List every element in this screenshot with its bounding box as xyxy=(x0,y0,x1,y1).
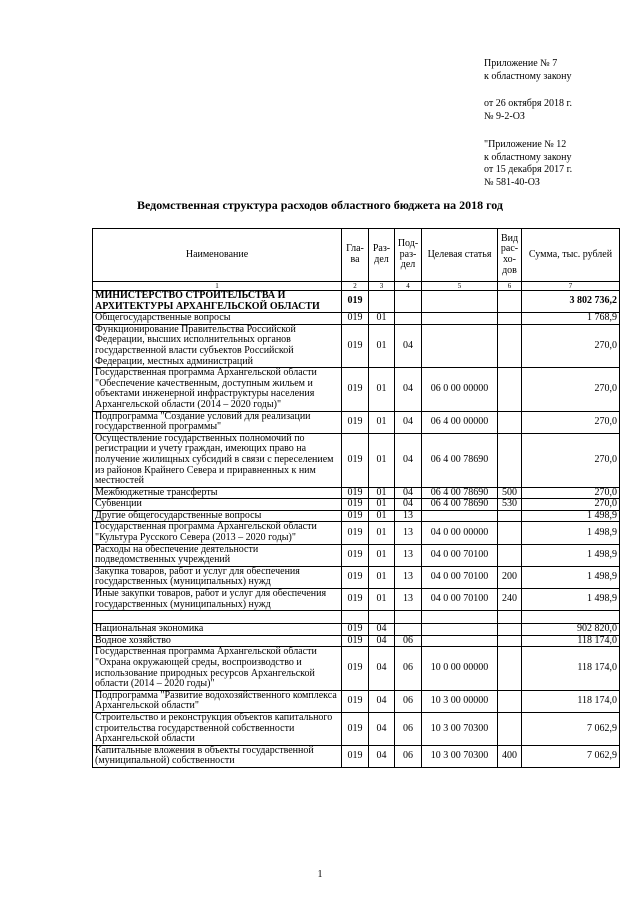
row-name xyxy=(93,611,342,624)
row-razdel: 01 xyxy=(369,313,395,325)
row-summa: 1 498,9 xyxy=(522,544,620,566)
table-row xyxy=(93,635,620,647)
row-statya xyxy=(422,510,498,522)
row-vid xyxy=(498,368,522,411)
row-statya: 06 0 00 00000 xyxy=(422,368,498,411)
row-podrazdel: 04 xyxy=(395,487,422,499)
row-glava: 019 xyxy=(342,499,369,511)
row-podrazdel: 13 xyxy=(395,510,422,522)
row-statya xyxy=(422,611,498,624)
table-row xyxy=(93,566,620,588)
row-summa: 270,0 xyxy=(522,411,620,433)
table-row xyxy=(93,544,620,566)
row-podrazdel: 04 xyxy=(395,499,422,511)
row-razdel: 01 xyxy=(369,411,395,433)
row-name: Субвенции xyxy=(93,499,342,511)
row-glava: 019 xyxy=(342,291,369,313)
row-statya: 10 3 00 70300 xyxy=(422,745,498,767)
row-glava xyxy=(342,611,369,624)
row-glava: 019 xyxy=(342,433,369,487)
table-header-row xyxy=(93,229,620,282)
document-title: Ведомственная структура расходов областного бюджета на 2018 год xyxy=(136,198,503,212)
row-glava: 019 xyxy=(342,324,369,367)
row-name: Расходы на обеспечение деятельности подведомственных учреждений xyxy=(93,544,342,566)
appendix-line: к областному закону xyxy=(484,151,572,163)
row-razdel xyxy=(369,291,395,313)
row-summa: 7 062,9 xyxy=(522,745,620,767)
row-name: МИНИСТЕРСТВО СТРОИТЕЛЬСТВА И АРХИТЕКТУРЫ АРХАНГЕЛЬСКОЙ ОБЛАСТИ xyxy=(93,291,342,313)
row-podrazdel: 13 xyxy=(395,544,422,566)
row-vid xyxy=(498,635,522,647)
row-podrazdel: 06 xyxy=(395,712,422,745)
row-summa: 1 498,9 xyxy=(522,510,620,522)
row-podrazdel: 06 xyxy=(395,647,422,690)
row-vid xyxy=(498,291,522,313)
row-statya xyxy=(422,313,498,325)
row-vid xyxy=(498,611,522,624)
budget-table xyxy=(92,228,620,768)
row-podrazdel: 06 xyxy=(395,635,422,647)
header-name: Наименование xyxy=(93,229,342,282)
row-summa: 118 174,0 xyxy=(522,635,620,647)
table-row xyxy=(93,324,620,367)
row-statya: 04 0 00 70100 xyxy=(422,589,498,611)
row-name: Строительство и реконструкция объектов капитального строительства государственной собственности Архангельской области xyxy=(93,712,342,745)
row-summa: 270,0 xyxy=(522,324,620,367)
table-row xyxy=(93,510,620,522)
row-vid: 240 xyxy=(498,589,522,611)
row-razdel xyxy=(369,611,395,624)
row-statya: 06 4 00 78690 xyxy=(422,487,498,499)
row-razdel: 01 xyxy=(369,589,395,611)
page-number: 1 xyxy=(317,869,323,880)
row-podrazdel: 06 xyxy=(395,690,422,712)
appendix-line: от 15 декабря 2017 г. xyxy=(484,164,573,175)
row-podrazdel: 04 xyxy=(395,324,422,367)
row-statya: 10 3 00 00000 xyxy=(422,690,498,712)
appendix-line: № 9-2-ОЗ xyxy=(484,110,525,122)
row-razdel: 01 xyxy=(369,324,395,367)
table-row xyxy=(93,313,620,325)
row-summa: 270,0 xyxy=(522,499,620,511)
row-glava: 019 xyxy=(342,589,369,611)
row-glava: 019 xyxy=(342,368,369,411)
column-number: 1 xyxy=(93,282,342,291)
row-name: Государственная программа Архангельской области "Охрана окружающей среды, воспроизводство и использование природных ресурсов Архангельской области (2014 – 2020 годы)" xyxy=(93,647,342,690)
column-number: 4 xyxy=(395,282,422,291)
row-glava: 019 xyxy=(342,635,369,647)
row-podrazdel: 04 xyxy=(395,368,422,411)
row-razdel: 01 xyxy=(369,433,395,487)
row-name: Другие общегосударственные вопросы xyxy=(93,510,342,522)
header-summa: Сумма, тыс. рублей xyxy=(522,229,620,282)
row-razdel: 04 xyxy=(369,745,395,767)
row-razdel: 04 xyxy=(369,690,395,712)
row-vid xyxy=(498,411,522,433)
row-podrazdel: 04 xyxy=(395,411,422,433)
row-podrazdel: 13 xyxy=(395,522,422,544)
row-statya: 10 0 00 00000 xyxy=(422,647,498,690)
row-glava: 019 xyxy=(342,566,369,588)
table-row xyxy=(93,745,620,767)
row-razdel: 01 xyxy=(369,368,395,411)
row-name: Водное хозяйство xyxy=(93,635,342,647)
row-summa: 118 174,0 xyxy=(522,647,620,690)
table-row-empty xyxy=(93,611,620,624)
column-number: 7 xyxy=(522,282,620,291)
row-name: Межбюджетные трансферты xyxy=(93,487,342,499)
row-glava: 019 xyxy=(342,510,369,522)
row-vid xyxy=(498,510,522,522)
row-summa: 3 802 736,2 xyxy=(522,291,620,313)
row-razdel: 01 xyxy=(369,510,395,522)
table-row xyxy=(93,487,620,499)
row-statya: 06 4 00 00000 xyxy=(422,411,498,433)
row-summa: 1 498,9 xyxy=(522,566,620,588)
column-number: 3 xyxy=(369,282,395,291)
row-razdel: 04 xyxy=(369,647,395,690)
table-row xyxy=(93,690,620,712)
row-vid xyxy=(498,522,522,544)
table-row xyxy=(93,499,620,511)
row-summa: 270,0 xyxy=(522,487,620,499)
row-razdel: 01 xyxy=(369,566,395,588)
appendix-12-block xyxy=(484,139,634,189)
row-podrazdel xyxy=(395,624,422,636)
appendix-line: № 581-40-ОЗ xyxy=(484,176,540,188)
column-number: 2 xyxy=(342,282,369,291)
row-summa: 270,0 xyxy=(522,433,620,487)
column-number: 5 xyxy=(422,282,498,291)
header-vid: Вид рас-хо-дов xyxy=(498,229,522,282)
appendix-line: к областному закону xyxy=(484,70,572,82)
row-name: Подпрограмма "Развитие водохозяйственного комплекса Архангельской области" xyxy=(93,690,342,712)
row-vid xyxy=(498,624,522,636)
row-glava: 019 xyxy=(342,624,369,636)
row-name: Национальная экономика xyxy=(93,624,342,636)
row-razdel: 01 xyxy=(369,499,395,511)
row-statya: 10 3 00 70300 xyxy=(422,712,498,745)
row-vid: 400 xyxy=(498,745,522,767)
row-vid xyxy=(498,324,522,367)
appendix-line: от 26 октября 2018 г. xyxy=(484,98,572,109)
row-name: Функционирование Правительства Российской Федерации, высших исполнительных органов государственной власти субъектов Российской Федерации, местных администраций xyxy=(93,324,342,367)
header-glava: Гла-ва xyxy=(342,229,369,282)
row-statya xyxy=(422,324,498,367)
row-razdel: 04 xyxy=(369,635,395,647)
row-statya xyxy=(422,624,498,636)
row-name: Государственная программа Архангельской области "Культура Русского Севера (2013 – 2020 годы)" xyxy=(93,522,342,544)
row-name: Осуществление государственных полномочий по регистрации и учету граждан, имеющих право на получение жилищных субсидий в связи с переселением из районов Крайнего Севера и приравненных к ним местностей xyxy=(93,433,342,487)
row-razdel: 01 xyxy=(369,522,395,544)
row-summa: 1 498,9 xyxy=(522,522,620,544)
row-statya: 04 0 00 00000 xyxy=(422,522,498,544)
appendix-line: Приложение № 7 xyxy=(484,58,558,69)
row-summa: 902 820,0 xyxy=(522,624,620,636)
table-row xyxy=(93,411,620,433)
table-row xyxy=(93,368,620,411)
row-podrazdel xyxy=(395,313,422,325)
row-glava: 019 xyxy=(342,544,369,566)
row-razdel: 04 xyxy=(369,624,395,636)
table-row xyxy=(93,522,620,544)
row-summa: 7 062,9 xyxy=(522,712,620,745)
row-vid: 530 xyxy=(498,499,522,511)
header-podrazdel: Под-раз-дел xyxy=(395,229,422,282)
row-vid: 500 xyxy=(498,487,522,499)
row-podrazdel xyxy=(395,611,422,624)
row-podrazdel: 06 xyxy=(395,745,422,767)
header-statya: Целевая статья xyxy=(422,229,498,282)
row-razdel: 01 xyxy=(369,544,395,566)
row-glava: 019 xyxy=(342,647,369,690)
row-summa: 270,0 xyxy=(522,368,620,411)
row-vid xyxy=(498,712,522,745)
row-name: Закупка товаров, работ и услуг для обеспечения государственных (муниципальных) нужд xyxy=(93,566,342,588)
row-name: Иные закупки товаров, работ и услуг для обеспечения государственных (муниципальных) нужд xyxy=(93,589,342,611)
appendix-7-date-block xyxy=(484,98,634,123)
row-glava: 019 xyxy=(342,487,369,499)
row-podrazdel: 13 xyxy=(395,589,422,611)
row-summa: 1 768,9 xyxy=(522,313,620,325)
appendix-line: "Приложение № 12 xyxy=(484,139,567,150)
row-glava: 019 xyxy=(342,745,369,767)
row-vid: 200 xyxy=(498,566,522,588)
row-summa xyxy=(522,611,620,624)
table-row xyxy=(93,291,620,313)
row-statya: 06 4 00 78690 xyxy=(422,433,498,487)
row-summa: 1 498,9 xyxy=(522,589,620,611)
row-podrazdel: 13 xyxy=(395,566,422,588)
table-row xyxy=(93,712,620,745)
column-number: 6 xyxy=(498,282,522,291)
row-statya: 06 4 00 78690 xyxy=(422,499,498,511)
row-podrazdel xyxy=(395,291,422,313)
row-statya: 04 0 00 70100 xyxy=(422,544,498,566)
row-vid xyxy=(498,544,522,566)
row-vid xyxy=(498,647,522,690)
header-razdel: Раз-дел xyxy=(369,229,395,282)
row-glava: 019 xyxy=(342,522,369,544)
table-row xyxy=(93,647,620,690)
row-name: Общегосударственные вопросы xyxy=(93,313,342,325)
row-glava: 019 xyxy=(342,313,369,325)
row-name: Государственная программа Архангельской области "Обеспечение качественным, доступным жильем и объектами инженерной инфраструктуры населения Архангельской области (2014 – 2020 годы)" xyxy=(93,368,342,411)
table-row xyxy=(93,433,620,487)
row-vid xyxy=(498,433,522,487)
row-razdel: 04 xyxy=(369,712,395,745)
row-glava: 019 xyxy=(342,690,369,712)
row-statya xyxy=(422,291,498,313)
row-name: Капитальные вложения в объекты государственной (муниципальной) собственности xyxy=(93,745,342,767)
row-vid xyxy=(498,313,522,325)
row-razdel: 01 xyxy=(369,487,395,499)
appendix-7-block xyxy=(484,58,634,83)
table-row xyxy=(93,624,620,636)
row-podrazdel: 04 xyxy=(395,433,422,487)
row-glava: 019 xyxy=(342,411,369,433)
row-name: Подпрограмма "Создание условий для реализации государственной программы" xyxy=(93,411,342,433)
row-summa: 118 174,0 xyxy=(522,690,620,712)
row-statya xyxy=(422,635,498,647)
row-statya: 04 0 00 70100 xyxy=(422,566,498,588)
table-row xyxy=(93,589,620,611)
row-vid xyxy=(498,690,522,712)
row-glava: 019 xyxy=(342,712,369,745)
